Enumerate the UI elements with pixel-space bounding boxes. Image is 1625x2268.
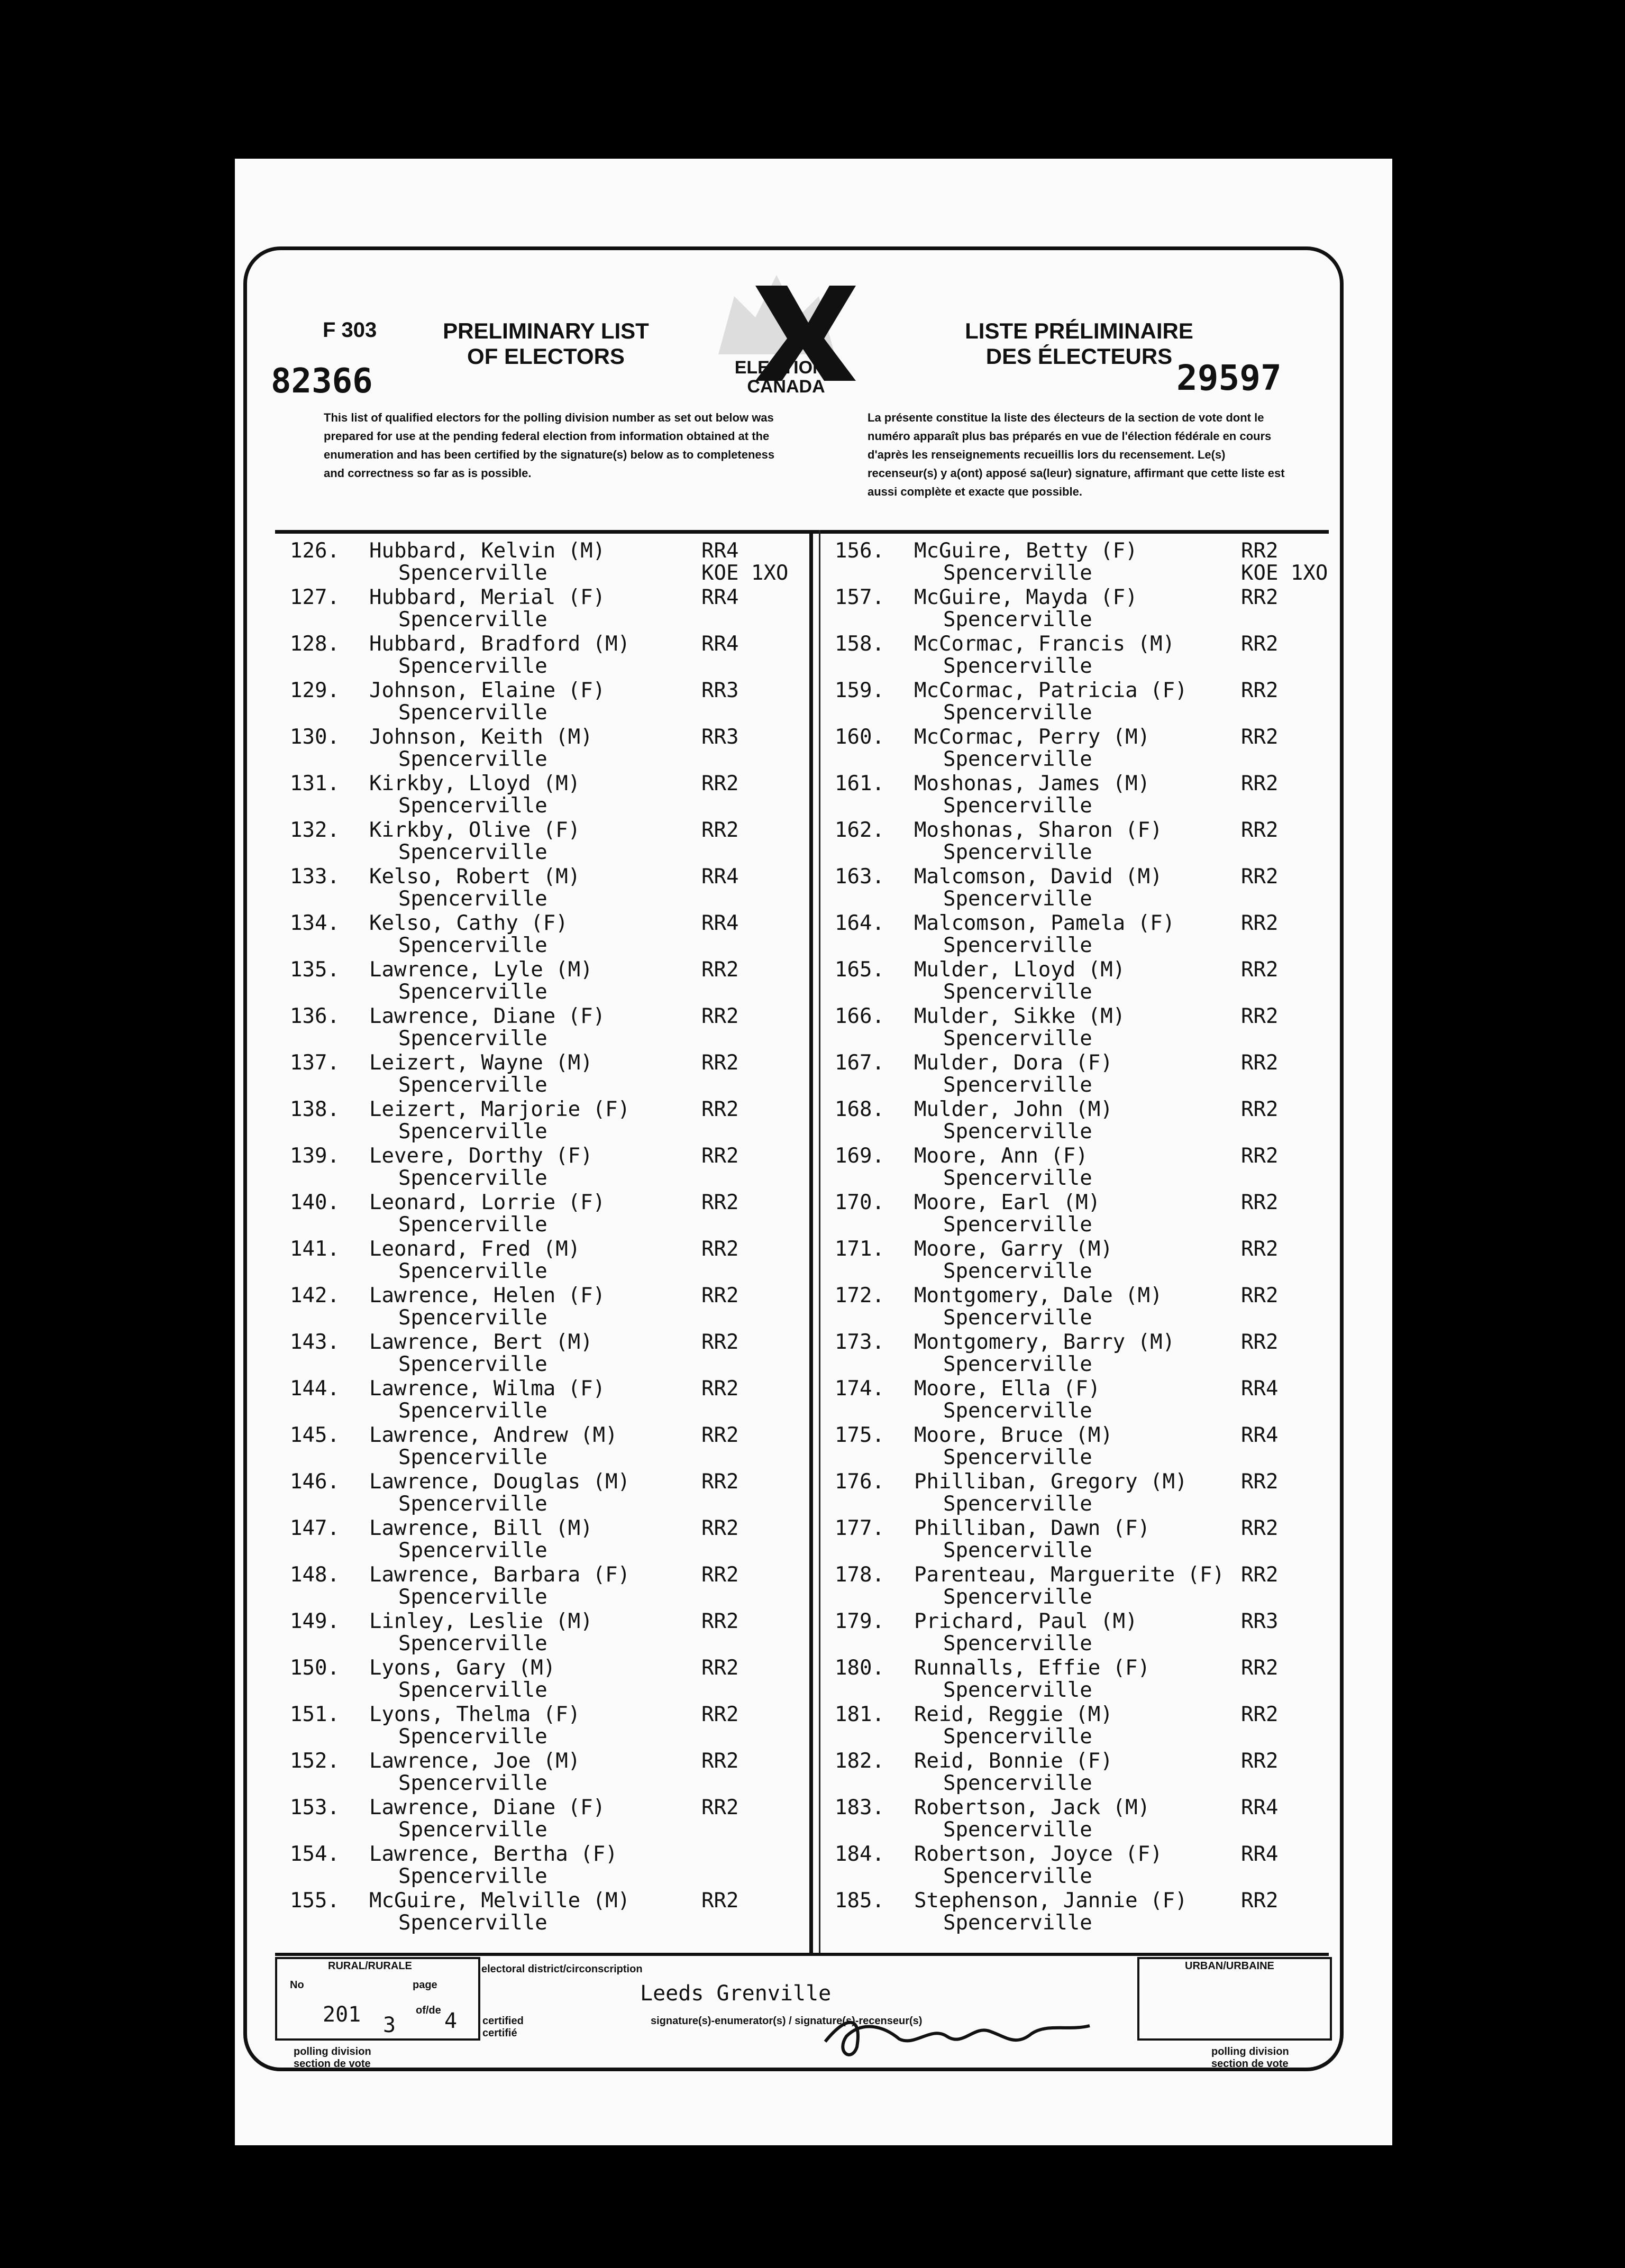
elector-rural-route: RR2 [1241, 958, 1279, 982]
elector-town: Spencerville [398, 1492, 547, 1516]
elector-name: Kirkby, Olive (F) [369, 818, 581, 842]
elector-number: 158. [835, 632, 884, 656]
elector-town: Spencerville [398, 608, 547, 632]
elector-town: Spencerville [943, 1166, 1092, 1190]
elector-number: 149. [290, 1609, 340, 1633]
elector-name: McCormac, Francis (M) [914, 632, 1175, 656]
elector-town: Spencerville [398, 1632, 547, 1656]
polling-division-number: 201 [323, 2002, 361, 2027]
form-number: F 303 [323, 318, 377, 342]
elector-name: Lawrence, Douglas (M) [369, 1470, 631, 1494]
elector-number: 170. [835, 1191, 884, 1214]
elector-name: Prichard, Paul (M) [914, 1609, 1138, 1633]
elector-rural-route: RR2 [1241, 586, 1279, 609]
elector-number: 128. [290, 632, 340, 656]
elector-number: 145. [290, 1423, 340, 1447]
svg-text:ELECTIONS: ELECTIONS [734, 358, 838, 378]
elector-number: 172. [835, 1284, 884, 1307]
elector-rural-route: RR3 [701, 725, 739, 749]
elector-rural-route: RR2 [1241, 1098, 1279, 1121]
elector-number: 133. [290, 865, 340, 889]
elector-number: 175. [835, 1423, 884, 1447]
elector-number: 178. [835, 1563, 884, 1587]
elector-town: Spencerville [398, 654, 547, 678]
elector-number: 138. [290, 1098, 340, 1121]
elector-number: 160. [835, 725, 884, 749]
elector-rural-route: RR4 [701, 539, 739, 563]
elector-name: Philliban, Gregory (M) [914, 1470, 1188, 1494]
elector-name: Leonard, Lorrie (F) [369, 1191, 606, 1214]
elector-number: 168. [835, 1098, 884, 1121]
elector-rural-route: RR4 [1241, 1423, 1279, 1447]
elector-rural-route: RR2 [1241, 1144, 1279, 1168]
elector-town: Spencerville [943, 561, 1092, 585]
elector-town: Spencerville [943, 1864, 1092, 1888]
elector-number: 173. [835, 1330, 884, 1354]
elector-rural-route: RR2 [701, 1051, 739, 1075]
elector-rural-route: RR2 [701, 772, 739, 795]
elector-name: Lawrence, Wilma (F) [369, 1377, 606, 1401]
elector-rural-route: RR2 [1241, 1889, 1279, 1913]
elector-town: Spencerville [943, 1911, 1092, 1935]
elector-town: Spencerville [398, 1539, 547, 1562]
elector-name: Mulder, Lloyd (M) [914, 958, 1126, 982]
elector-rural-route: RR2 [1241, 1656, 1279, 1680]
elector-rural-route: RR2 [1241, 772, 1279, 795]
elector-number: 153. [290, 1796, 340, 1819]
elector-name: Moore, Bruce (M) [914, 1423, 1113, 1447]
elections-canada-logo [697, 275, 877, 402]
elector-town: Spencerville [943, 654, 1092, 678]
elector-town: Spencerville [943, 608, 1092, 632]
elector-postal-code: KOE 1XO [701, 561, 789, 585]
elector-name: Lawrence, Bert (M) [369, 1330, 593, 1354]
elector-number: 135. [290, 958, 340, 982]
elector-town: Spencerville [943, 1539, 1092, 1562]
elector-rural-route: RR4 [1241, 1796, 1279, 1819]
elector-rural-route: RR4 [701, 911, 739, 935]
elector-town: Spencerville [943, 1213, 1092, 1237]
elector-name: Reid, Bonnie (F) [914, 1749, 1113, 1773]
elector-number: 137. [290, 1051, 340, 1075]
title-french: LISTE PRÉLIMINAIRE DES ÉLECTEURS [965, 318, 1193, 369]
elector-name: Lawrence, Joe (M) [369, 1749, 581, 1773]
elector-name: Hubbard, Kelvin (M) [369, 539, 606, 563]
elector-number: 182. [835, 1749, 884, 1773]
elector-rural-route: RR4 [701, 865, 739, 889]
elector-name: Montgomery, Dale (M) [914, 1284, 1163, 1307]
elector-town: Spencerville [398, 980, 547, 1004]
elector-name: Mulder, Sikke (M) [914, 1004, 1126, 1028]
elector-number: 132. [290, 818, 340, 842]
elector-number: 146. [290, 1470, 340, 1494]
elector-town: Spencerville [398, 1120, 547, 1144]
elector-number: 129. [290, 679, 340, 702]
certified-label: certified certifié [482, 2015, 524, 2039]
urban-polling-division-label: polling division section de vote [1211, 2046, 1289, 2070]
elector-number: 156. [835, 539, 884, 563]
elector-name: Parenteau, Marguerite (F) [914, 1563, 1225, 1587]
elector-number: 152. [290, 1749, 340, 1773]
electoral-district: Leeds Grenville [640, 1981, 832, 2006]
elector-rural-route: RR2 [701, 1796, 739, 1819]
elector-number: 155. [290, 1889, 340, 1913]
elector-number: 184. [835, 1842, 884, 1866]
elector-town: Spencerville [398, 1911, 547, 1935]
elector-number: 159. [835, 679, 884, 702]
elector-name: Kirkby, Lloyd (M) [369, 772, 581, 795]
notice-english: This list of qualified electors for the polling division number as set out below was prepared for use at the pending federal election from information obtained at the enumeration and has been certified by the signature(s) below as to completeness and correctness so far as is possible. [324, 411, 775, 480]
page-label: page [413, 1979, 437, 1991]
elector-rural-route: RR2 [701, 1516, 739, 1540]
elector-number: 140. [290, 1191, 340, 1214]
polling-division-label: polling division section de vote [294, 2046, 371, 2070]
elector-number: 144. [290, 1377, 340, 1401]
title-english: PRELIMINARY LIST OF ELECTORS [443, 318, 649, 369]
elector-town: Spencerville [943, 1073, 1092, 1097]
elector-town: Spencerville [398, 1725, 547, 1749]
serial-number-left: 82366 [271, 362, 373, 401]
elector-rural-route: RR2 [701, 1004, 739, 1028]
elector-rural-route: RR2 [701, 1563, 739, 1587]
elector-town: Spencerville [398, 561, 547, 585]
elector-town: Spencerville [943, 840, 1092, 864]
elector-rural-route: RR2 [701, 1191, 739, 1214]
elector-town: Spencerville [398, 1585, 547, 1609]
elector-rural-route: RR2 [701, 958, 739, 982]
elector-town: Spencerville [398, 1213, 547, 1237]
elector-town: Spencerville [398, 1259, 547, 1283]
elector-town: Spencerville [398, 794, 547, 818]
elector-number: 185. [835, 1889, 884, 1913]
elector-rural-route: RR3 [1241, 1609, 1279, 1633]
elector-name: Reid, Reggie (M) [914, 1703, 1113, 1726]
elector-town: Spencerville [943, 1771, 1092, 1795]
elector-name: Montgomery, Barry (M) [914, 1330, 1175, 1354]
footer-divider [275, 1953, 1329, 1956]
no-label: No [290, 1979, 304, 1991]
elector-number: 126. [290, 539, 340, 563]
elector-rural-route: RR2 [701, 1144, 739, 1168]
elector-town: Spencerville [943, 1027, 1092, 1050]
elector-name: McGuire, Betty (F) [914, 539, 1138, 563]
elector-rural-route: RR2 [1241, 1191, 1279, 1214]
of-label: of/de [416, 2005, 441, 2016]
elector-number: 169. [835, 1144, 884, 1168]
header-divider [275, 530, 1329, 534]
elector-name: Moshonas, James (M) [914, 772, 1151, 795]
elector-rural-route: RR2 [701, 1889, 739, 1913]
elector-rural-route: RR2 [1241, 1004, 1279, 1028]
elector-name: Hubbard, Bradford (M) [369, 632, 631, 656]
elector-name: Philliban, Dawn (F) [914, 1516, 1151, 1540]
elector-town: Spencerville [943, 1725, 1092, 1749]
elector-town: Spencerville [943, 1678, 1092, 1702]
page-total: 4 [444, 2009, 458, 2033]
elector-rural-route: RR2 [1241, 632, 1279, 656]
elector-name: Johnson, Keith (M) [369, 725, 593, 749]
elector-name: Runnalls, Effie (F) [914, 1656, 1151, 1680]
elector-name: Johnson, Elaine (F) [369, 679, 606, 702]
elector-number: 161. [835, 772, 884, 795]
elector-town: Spencerville [943, 934, 1092, 957]
elector-rural-route: RR2 [701, 1656, 739, 1680]
elector-number: 177. [835, 1516, 884, 1540]
elector-rural-route: RR2 [1241, 1703, 1279, 1726]
serial-number-right: 29597 [1176, 358, 1282, 398]
elector-name: Leonard, Fred (M) [369, 1237, 581, 1261]
elector-rural-route: RR2 [701, 1470, 739, 1494]
notice-french: La présente constitue la liste des électeurs de la section de vote dont le numéro apparaît plus bas préparés en vue de l'élection fédérale en cours d'après les renseignements recueillis lors du recensement. Le(s) recenseur(s) y a(ont) apposé sa(leur) signature, affirmant que cette liste est aussi complète et exacte que possible. [868, 411, 1285, 498]
elector-name: Moore, Garry (M) [914, 1237, 1113, 1261]
column-divider [809, 530, 813, 1953]
elector-number: 143. [290, 1330, 340, 1354]
elector-town: Spencerville [943, 1306, 1092, 1330]
elector-name: Lyons, Thelma (F) [369, 1703, 581, 1726]
elector-town: Spencerville [943, 1120, 1092, 1144]
elector-name: Mulder, Dora (F) [914, 1051, 1113, 1075]
page-number: 3 [383, 2013, 396, 2037]
elector-town: Spencerville [943, 980, 1092, 1004]
elector-postal-code: KOE 1XO [1241, 561, 1328, 585]
elector-number: 165. [835, 958, 884, 982]
elector-town: Spencerville [943, 1585, 1092, 1609]
elector-number: 180. [835, 1656, 884, 1680]
elector-rural-route: RR2 [1241, 1284, 1279, 1307]
elector-number: 157. [835, 586, 884, 609]
elector-number: 127. [290, 586, 340, 609]
svg-text:CANADA: CANADA [747, 377, 825, 397]
elector-rural-route: RR2 [1241, 725, 1279, 749]
rural-label: RURAL/RURALE [328, 1960, 412, 1972]
elector-town: Spencerville [398, 1771, 547, 1795]
elector-rural-route: RR2 [701, 1098, 739, 1121]
elector-name: Moore, Ella (F) [914, 1377, 1101, 1401]
elector-number: 147. [290, 1516, 340, 1540]
elector-number: 151. [290, 1703, 340, 1726]
elector-rural-route: RR2 [701, 1330, 739, 1354]
elector-name: Leizert, Wayne (M) [369, 1051, 593, 1075]
elector-name: McCormac, Perry (M) [914, 725, 1151, 749]
elector-town: Spencerville [398, 887, 547, 911]
elector-number: 139. [290, 1144, 340, 1168]
column-divider-inner [819, 530, 820, 1953]
elector-name: Linley, Leslie (M) [369, 1609, 593, 1633]
elector-town: Spencerville [398, 701, 547, 725]
elector-town: Spencerville [398, 1399, 547, 1423]
elector-rural-route: RR2 [1241, 818, 1279, 842]
elector-name: Robertson, Joyce (F) [914, 1842, 1163, 1866]
elector-name: Stephenson, Jannie (F) [914, 1889, 1188, 1913]
elector-number: 163. [835, 865, 884, 889]
elector-rural-route: RR2 [1241, 1237, 1279, 1261]
elector-number: 166. [835, 1004, 884, 1028]
elector-number: 136. [290, 1004, 340, 1028]
elector-town: Spencerville [398, 840, 547, 864]
elector-number: 142. [290, 1284, 340, 1307]
elector-rural-route: RR4 [701, 586, 739, 609]
elector-rural-route: RR2 [1241, 1563, 1279, 1587]
elector-rural-route: RR2 [1241, 1470, 1279, 1494]
elector-rural-route: RR2 [701, 1749, 739, 1773]
elector-number: 181. [835, 1703, 884, 1726]
elector-town: Spencerville [398, 1166, 547, 1190]
elector-name: Mulder, John (M) [914, 1098, 1113, 1121]
elector-town: Spencerville [398, 1446, 547, 1469]
elector-name: Malcomson, David (M) [914, 865, 1163, 889]
elector-number: 130. [290, 725, 340, 749]
elector-name: Lyons, Gary (M) [369, 1656, 556, 1680]
elector-town: Spencerville [398, 1306, 547, 1330]
elector-town: Spencerville [943, 1399, 1092, 1423]
elector-rural-route: RR2 [701, 1377, 739, 1401]
elector-number: 167. [835, 1051, 884, 1075]
elector-rural-route: RR2 [1241, 1516, 1279, 1540]
elector-name: Moore, Earl (M) [914, 1191, 1101, 1214]
district-label: electoral district/circonscription [481, 1963, 643, 1975]
elector-town: Spencerville [943, 701, 1092, 725]
elector-number: 174. [835, 1377, 884, 1401]
elector-name: Robertson, Jack (M) [914, 1796, 1151, 1819]
elector-rural-route: RR2 [1241, 539, 1279, 563]
elector-town: Spencerville [943, 887, 1092, 911]
urban-label: URBAN/URBAINE [1185, 1960, 1274, 1972]
elector-name: McGuire, Melville (M) [369, 1889, 631, 1913]
elector-town: Spencerville [943, 1259, 1092, 1283]
elector-number: 176. [835, 1470, 884, 1494]
elector-town: Spencerville [398, 934, 547, 957]
elector-number: 171. [835, 1237, 884, 1261]
elector-town: Spencerville [398, 1027, 547, 1050]
elector-rural-route: RR2 [701, 1423, 739, 1447]
elector-rural-route: RR2 [1241, 1051, 1279, 1075]
elector-name: Kelso, Cathy (F) [369, 911, 568, 935]
elector-rural-route: RR3 [701, 679, 739, 702]
elector-rural-route: RR2 [1241, 1330, 1279, 1354]
elector-name: Levere, Dorthy (F) [369, 1144, 593, 1168]
elector-rural-route: RR4 [1241, 1842, 1279, 1866]
elector-name: Lawrence, Bertha (F) [369, 1842, 618, 1866]
elector-name: Lawrence, Andrew (M) [369, 1423, 618, 1447]
elector-number: 164. [835, 911, 884, 935]
elector-name: Lawrence, Diane (F) [369, 1796, 606, 1819]
elector-number: 162. [835, 818, 884, 842]
elector-town: Spencerville [943, 1352, 1092, 1376]
elector-number: 183. [835, 1796, 884, 1819]
elector-name: McCormac, Patricia (F) [914, 679, 1188, 702]
elector-name: Malcomson, Pamela (F) [914, 911, 1175, 935]
elector-rural-route: RR2 [1241, 865, 1279, 889]
elector-town: Spencerville [943, 1818, 1092, 1842]
enumerator-signature [815, 1994, 1111, 2063]
elector-rural-route: RR2 [701, 818, 739, 842]
elector-town: Spencerville [398, 747, 547, 771]
signature-label: signature(s)-enumerator(s) / signature(s)-recenseur(s) [651, 2015, 923, 2027]
elector-rural-route: RR2 [1241, 911, 1279, 935]
elector-rural-route: RR2 [1241, 1749, 1279, 1773]
elector-rural-route: RR2 [701, 1284, 739, 1307]
elector-name: Kelso, Robert (M) [369, 865, 581, 889]
elector-number: 148. [290, 1563, 340, 1587]
elector-name: Lawrence, Bill (M) [369, 1516, 593, 1540]
elector-town: Spencerville [943, 794, 1092, 818]
elector-name: Hubbard, Merial (F) [369, 586, 606, 609]
elector-rural-route: RR4 [1241, 1377, 1279, 1401]
elector-rural-route: RR2 [701, 1609, 739, 1633]
elector-number: 179. [835, 1609, 884, 1633]
elector-name: Lawrence, Lyle (M) [369, 958, 593, 982]
elector-rural-route: RR2 [701, 1237, 739, 1261]
elector-town: Spencerville [398, 1864, 547, 1888]
elector-number: 131. [290, 772, 340, 795]
elector-town: Spencerville [943, 1492, 1092, 1516]
elector-name: Moshonas, Sharon (F) [914, 818, 1163, 842]
elector-name: Lawrence, Helen (F) [369, 1284, 606, 1307]
elector-number: 150. [290, 1656, 340, 1680]
elector-rural-route: RR4 [701, 632, 739, 656]
elector-town: Spencerville [398, 1352, 547, 1376]
elector-name: Lawrence, Diane (F) [369, 1004, 606, 1028]
elector-number: 154. [290, 1842, 340, 1866]
elector-town: Spencerville [943, 747, 1092, 771]
elector-town: Spencerville [943, 1446, 1092, 1469]
elector-name: Moore, Ann (F) [914, 1144, 1088, 1168]
elector-town: Spencerville [398, 1073, 547, 1097]
elector-name: Lawrence, Barbara (F) [369, 1563, 631, 1587]
elector-rural-route: RR2 [1241, 679, 1279, 702]
elector-town: Spencerville [398, 1678, 547, 1702]
elector-number: 134. [290, 911, 340, 935]
elector-rural-route: RR2 [701, 1703, 739, 1726]
elector-name: McGuire, Mayda (F) [914, 586, 1138, 609]
elector-town: Spencerville [398, 1818, 547, 1842]
elector-town: Spencerville [943, 1632, 1092, 1656]
elector-name: Leizert, Marjorie (F) [369, 1098, 631, 1121]
elector-number: 141. [290, 1237, 340, 1261]
